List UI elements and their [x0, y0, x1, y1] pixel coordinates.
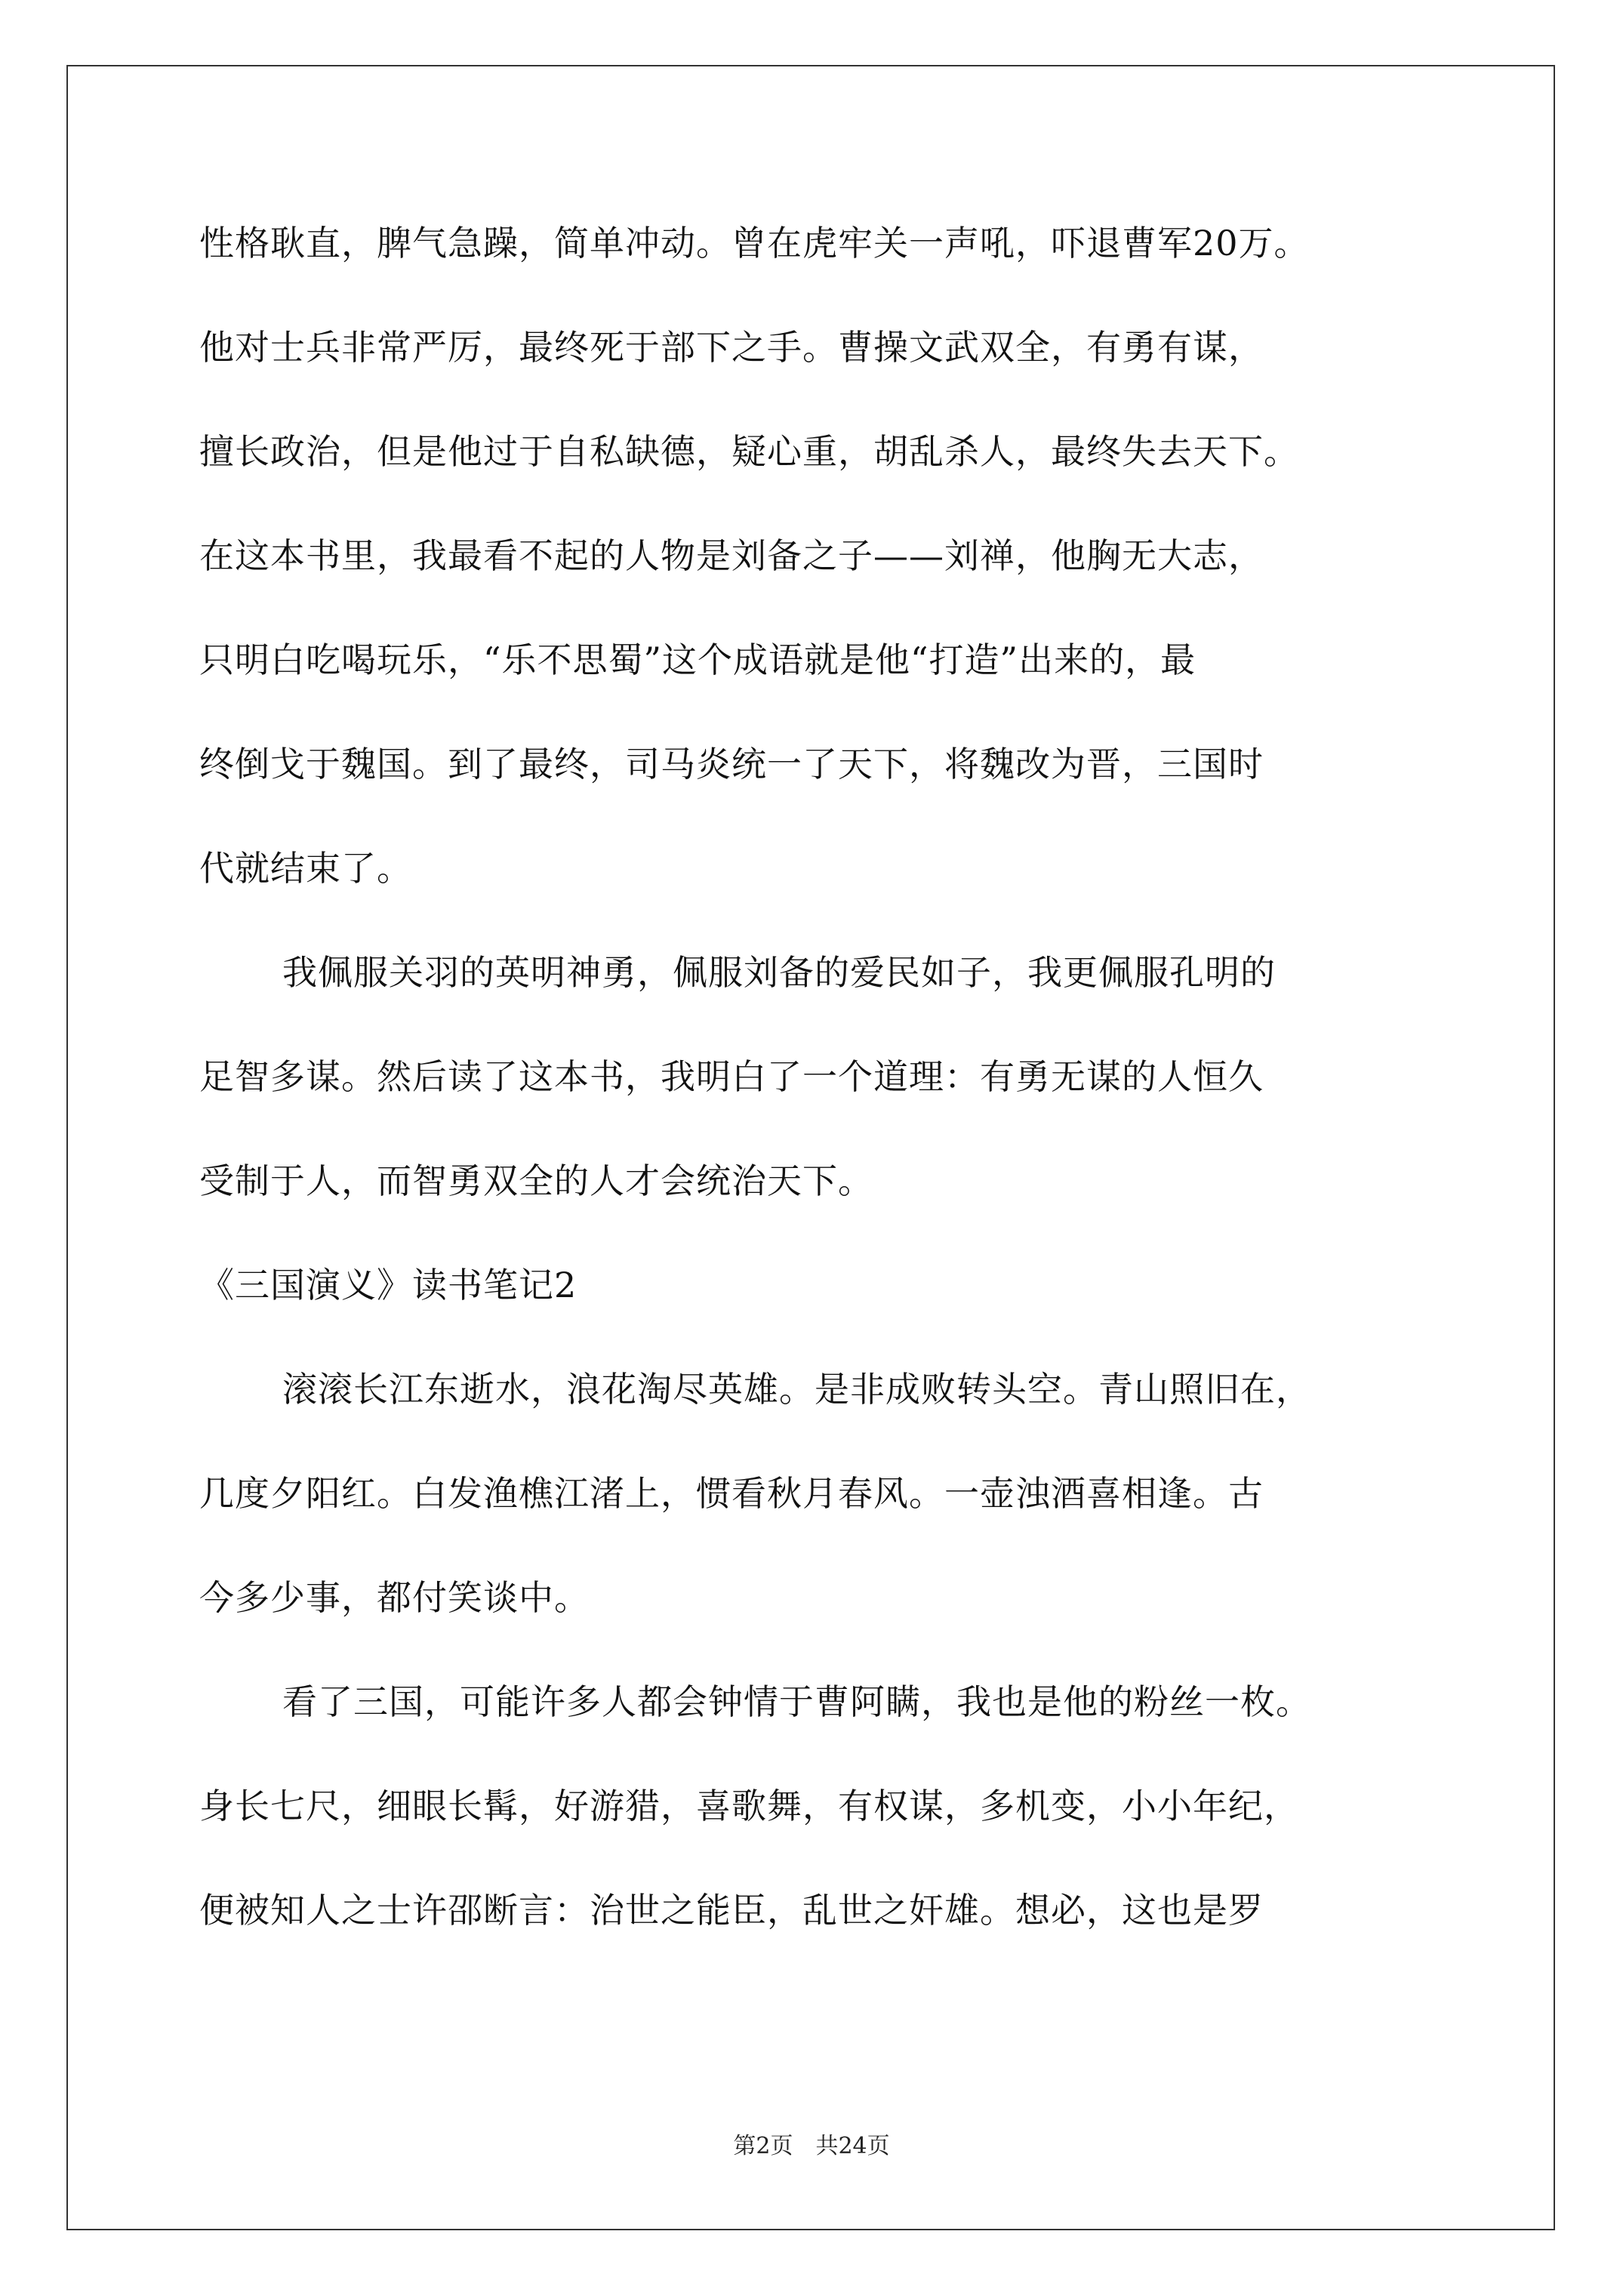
body-line-16: 身长七尺，细眼长髯，好游猎，喜歌舞，有权谋，多机变，小小年纪，: [199, 1786, 1299, 1826]
body-line-3: 擅长政治，但是他过于自私缺德，疑心重，胡乱杀人，最终失去天下。: [199, 431, 1299, 472]
body-line-7: 代就结束了。: [199, 848, 412, 889]
body-line-2: 他对士兵非常严厉，最终死于部下之手。曹操文武双全，有勇有谋，: [199, 327, 1264, 368]
body-line-17: 便被知人之士许邵断言：治世之能臣，乱世之奸雄。想必，这也是罗: [199, 1890, 1264, 1931]
body-line-12: 滚滚长江东逝水，浪花淘尽英雄。是非成败转头空。青山照旧在，: [282, 1369, 1311, 1410]
body-line-13: 几度夕阳红。白发渔樵江渚上，惯看秋月春风。一壶浊酒喜相逢。古: [199, 1473, 1264, 1514]
body-line-6: 终倒戈于魏国。到了最终，司马炎统一了天下，将魏改为晋，三国时: [199, 744, 1264, 784]
body-line-1: 性格耿直，脾气急躁，简单冲动。曾在虎牢关一声吼，吓退曹军20万。: [199, 223, 1310, 264]
body-line-8: 我佩服关羽的英明神勇，佩服刘备的爱民如子，我更佩服孔明的: [282, 952, 1276, 993]
page-number-footer: 第2页 共24页: [733, 2133, 890, 2159]
body-line-4: 在这本书里，我最看不起的人物是刘备之子——刘禅，他胸无大志，: [199, 535, 1264, 576]
body-line-14: 今多少事，都付笑谈中。: [199, 1577, 590, 1618]
body-line-15: 看了三国，可能许多人都会钟情于曹阿瞒，我也是他的粉丝一枚。: [282, 1681, 1311, 1722]
body-line-5: 只明白吃喝玩乐，“乐不思蜀”这个成语就是他“打造”出来的，最: [199, 639, 1196, 680]
section-heading: 《三国演义》读书笔记2: [199, 1265, 577, 1305]
body-line-10: 受制于人，而智勇双全的人才会统治天下。: [199, 1160, 873, 1201]
body-line-9: 足智多谋。然后读了这本书，我明白了一个道理：有勇无谋的人恒久: [199, 1056, 1264, 1097]
